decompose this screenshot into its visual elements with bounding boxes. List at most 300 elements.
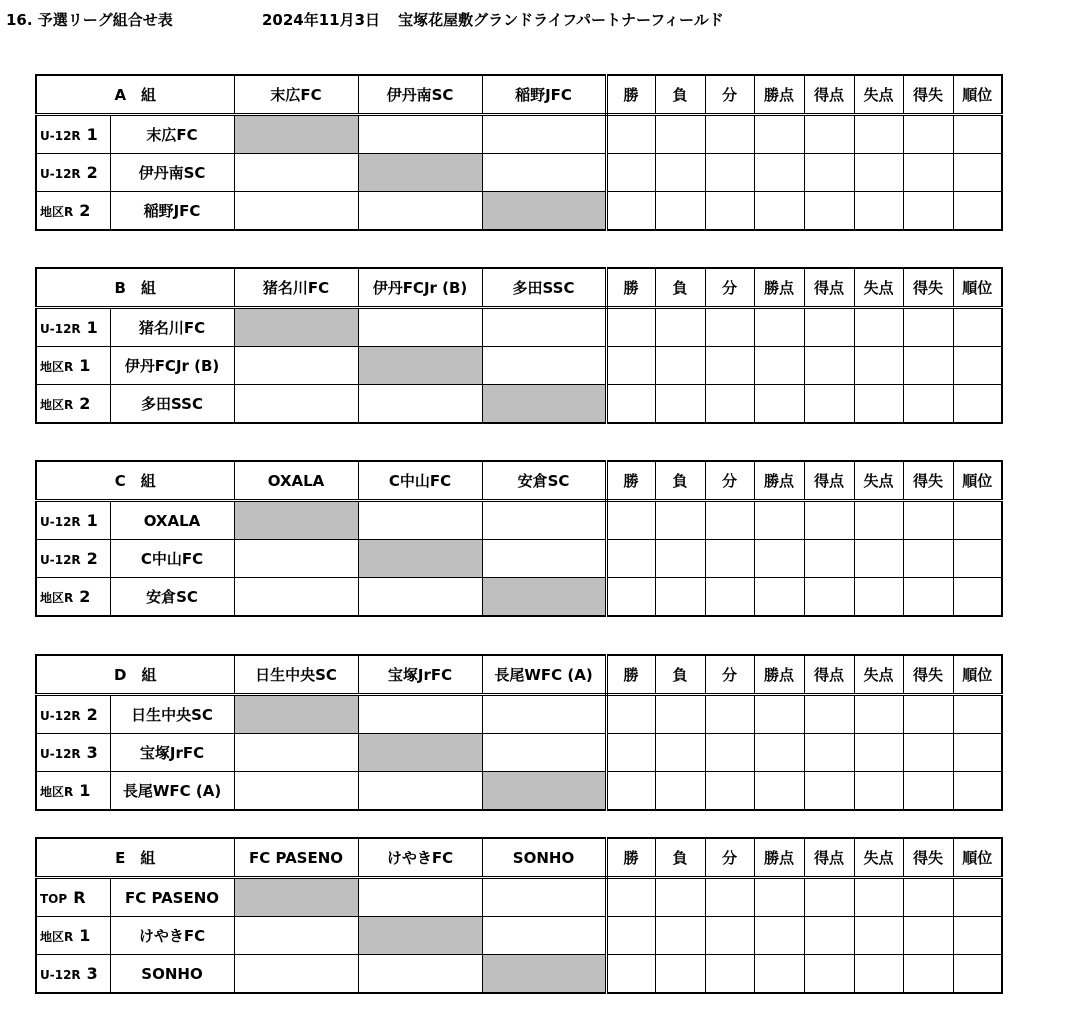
stat-header: 分: [705, 655, 754, 695]
stat-cell: [854, 385, 903, 424]
stat-cell: [705, 878, 754, 917]
stat-header: 得点: [804, 838, 854, 878]
stat-cell: [903, 772, 953, 811]
match-result-cell: [482, 878, 606, 917]
stat-cell: [705, 501, 754, 540]
rank-category: 地区R: [40, 398, 74, 412]
group-table: [35, 654, 1003, 811]
stat-cell: [903, 695, 953, 734]
match-result-cell: [358, 955, 482, 994]
stat-cell: [903, 115, 953, 154]
stat-cell: [754, 115, 804, 154]
match-result-cell: [358, 772, 482, 811]
match-result-cell: [234, 734, 358, 772]
stat-cell: [754, 308, 804, 347]
stat-cell: [903, 385, 953, 424]
rank-number: 2: [86, 163, 98, 182]
stat-header: 得失: [903, 461, 953, 501]
stat-cell: [854, 578, 903, 617]
team-row: [36, 308, 1002, 347]
stat-header: 勝: [606, 268, 655, 308]
match-result-cell: [234, 192, 358, 231]
rank-category: U-12R: [40, 747, 81, 761]
match-result-cell: [358, 308, 482, 347]
stat-header: 負: [655, 461, 705, 501]
team-rank: [36, 115, 110, 154]
stat-header: 勝: [606, 655, 655, 695]
stat-cell: [953, 917, 1002, 955]
stat-cell: [854, 308, 903, 347]
match-result-cell: [482, 734, 606, 772]
stat-cell: [854, 734, 903, 772]
stat-cell: [705, 308, 754, 347]
match-result-cell: [358, 878, 482, 917]
team-rank: [36, 192, 110, 231]
self-match-cell: [358, 917, 482, 955]
match-result-cell: [234, 347, 358, 385]
stat-header: 失点: [854, 655, 903, 695]
stat-header: 得失: [903, 655, 953, 695]
match-result-cell: [358, 578, 482, 617]
stat-cell: [754, 192, 804, 231]
stat-cell: [655, 308, 705, 347]
stat-cell: [705, 578, 754, 617]
stat-cell: [655, 917, 705, 955]
stat-header: 得失: [903, 268, 953, 308]
group-header-row: [36, 655, 1002, 695]
match-result-cell: [358, 115, 482, 154]
stat-cell: [953, 878, 1002, 917]
team-name: 伊丹FCJr (B): [110, 347, 234, 385]
stat-cell: [754, 878, 804, 917]
match-result-cell: [482, 154, 606, 192]
self-match-cell: [234, 695, 358, 734]
stat-cell: [606, 578, 655, 617]
match-result-cell: [358, 501, 482, 540]
stat-cell: [705, 734, 754, 772]
opponent-header: 猪名川FC: [234, 268, 358, 308]
stat-cell: [804, 772, 854, 811]
stat-cell: [705, 154, 754, 192]
stat-cell: [655, 347, 705, 385]
stat-cell: [903, 540, 953, 578]
stat-cell: [804, 695, 854, 734]
stat-cell: [606, 734, 655, 772]
team-name: 猪名川FC: [110, 308, 234, 347]
opponent-header: 末広FC: [234, 75, 358, 115]
stat-header: 負: [655, 838, 705, 878]
stat-cell: [606, 540, 655, 578]
self-match-cell: [482, 192, 606, 231]
match-result-cell: [482, 347, 606, 385]
rank-category: U-12R: [40, 322, 81, 336]
rank-category: 地区R: [40, 360, 74, 374]
team-rank: [36, 734, 110, 772]
rank-category: 地区R: [40, 591, 74, 605]
team-row: [36, 115, 1002, 154]
self-match-cell: [234, 878, 358, 917]
rank-number: 1: [79, 781, 91, 800]
rank-category: 地区R: [40, 785, 74, 799]
stat-cell: [953, 115, 1002, 154]
stat-cell: [754, 578, 804, 617]
self-match-cell: [482, 385, 606, 424]
stat-cell: [804, 917, 854, 955]
stat-cell: [804, 501, 854, 540]
opponent-header: OXALA: [234, 461, 358, 501]
opponent-header: 伊丹FCJr (B): [358, 268, 482, 308]
team-name: OXALA: [110, 501, 234, 540]
stat-cell: [705, 385, 754, 424]
stat-cell: [953, 955, 1002, 994]
stat-cell: [705, 347, 754, 385]
stat-header: 順位: [953, 268, 1002, 308]
match-result-cell: [358, 695, 482, 734]
stat-cell: [705, 192, 754, 231]
opponent-header: 日生中央SC: [234, 655, 358, 695]
rank-category: U-12R: [40, 129, 81, 143]
stat-cell: [804, 308, 854, 347]
self-match-cell: [358, 540, 482, 578]
rank-number: 1: [79, 926, 91, 945]
stat-cell: [804, 347, 854, 385]
team-name: FC PASENO: [110, 878, 234, 917]
rank-category: U-12R: [40, 709, 81, 723]
stat-cell: [953, 192, 1002, 231]
stat-cell: [655, 540, 705, 578]
opponent-header: 多田SSC: [482, 268, 606, 308]
stat-cell: [903, 154, 953, 192]
stat-cell: [854, 878, 903, 917]
stat-header: 分: [705, 461, 754, 501]
match-result-cell: [482, 695, 606, 734]
stat-cell: [903, 192, 953, 231]
team-row: [36, 917, 1002, 955]
team-name: C中山FC: [110, 540, 234, 578]
match-result-cell: [358, 385, 482, 424]
stat-cell: [903, 501, 953, 540]
stat-cell: [754, 772, 804, 811]
stat-cell: [903, 347, 953, 385]
stat-cell: [854, 192, 903, 231]
stat-cell: [754, 347, 804, 385]
stat-cell: [804, 878, 854, 917]
stat-header: 負: [655, 268, 705, 308]
team-row: [36, 955, 1002, 994]
self-match-cell: [234, 501, 358, 540]
team-rank: [36, 385, 110, 424]
stat-header: 負: [655, 75, 705, 115]
team-name: SONHO: [110, 955, 234, 994]
team-row: [36, 501, 1002, 540]
group-header-row: [36, 268, 1002, 308]
rank-category: 地区R: [40, 930, 74, 944]
stat-cell: [953, 695, 1002, 734]
team-rank: [36, 540, 110, 578]
stat-header: 順位: [953, 461, 1002, 501]
stat-header: 失点: [854, 461, 903, 501]
team-name: 長尾WFC (A): [110, 772, 234, 811]
team-rank: [36, 578, 110, 617]
stat-cell: [953, 578, 1002, 617]
stat-header: 勝点: [754, 655, 804, 695]
rank-category: U-12R: [40, 968, 81, 982]
stat-header: 順位: [953, 75, 1002, 115]
stat-cell: [953, 308, 1002, 347]
self-match-cell: [482, 772, 606, 811]
self-match-cell: [234, 115, 358, 154]
stat-cell: [606, 955, 655, 994]
group-label: E 組: [36, 838, 234, 878]
rank-number: 2: [79, 201, 91, 220]
stat-header: 得点: [804, 268, 854, 308]
team-rank: [36, 308, 110, 347]
group-header-row: [36, 75, 1002, 115]
match-result-cell: [482, 501, 606, 540]
rank-category: U-12R: [40, 553, 81, 567]
stat-header: 失点: [854, 268, 903, 308]
stat-cell: [804, 385, 854, 424]
rank-category: U-12R: [40, 167, 81, 181]
match-result-cell: [482, 308, 606, 347]
stat-cell: [854, 955, 903, 994]
match-result-cell: [482, 115, 606, 154]
opponent-header: 安倉SC: [482, 461, 606, 501]
group-header-row: [36, 461, 1002, 501]
team-name: 稲野JFC: [110, 192, 234, 231]
stat-cell: [655, 772, 705, 811]
opponent-header: 宝塚JrFC: [358, 655, 482, 695]
opponent-header: 伊丹南SC: [358, 75, 482, 115]
rank-number: 2: [86, 549, 98, 568]
stat-header: 順位: [953, 838, 1002, 878]
stat-cell: [804, 578, 854, 617]
opponent-header: 長尾WFC (A): [482, 655, 606, 695]
rank-category: U-12R: [40, 515, 81, 529]
match-result-cell: [234, 385, 358, 424]
match-result-cell: [234, 578, 358, 617]
stat-cell: [953, 772, 1002, 811]
stat-header: 順位: [953, 655, 1002, 695]
team-rank: [36, 878, 110, 917]
match-result-cell: [234, 154, 358, 192]
stat-cell: [606, 115, 655, 154]
match-result-cell: [234, 917, 358, 955]
rank-number: 2: [79, 394, 91, 413]
stat-cell: [754, 385, 804, 424]
stat-cell: [953, 154, 1002, 192]
stat-cell: [903, 917, 953, 955]
match-result-cell: [358, 192, 482, 231]
stat-cell: [754, 917, 804, 955]
team-row: [36, 192, 1002, 231]
team-rank: [36, 955, 110, 994]
stat-cell: [606, 308, 655, 347]
stat-cell: [804, 955, 854, 994]
stat-cell: [854, 115, 903, 154]
rank-number: 1: [86, 125, 98, 144]
stat-cell: [655, 878, 705, 917]
rank-number: 3: [86, 964, 98, 983]
opponent-header: C中山FC: [358, 461, 482, 501]
self-match-cell: [234, 308, 358, 347]
stat-cell: [854, 154, 903, 192]
stat-cell: [953, 385, 1002, 424]
group-label: C 組: [36, 461, 234, 501]
group-label: B 組: [36, 268, 234, 308]
stat-header: 失点: [854, 838, 903, 878]
stat-cell: [606, 878, 655, 917]
stat-cell: [655, 578, 705, 617]
stat-cell: [754, 734, 804, 772]
self-match-cell: [358, 734, 482, 772]
stat-header: 失点: [854, 75, 903, 115]
stat-header: 分: [705, 268, 754, 308]
stat-cell: [903, 578, 953, 617]
team-row: [36, 878, 1002, 917]
team-row: [36, 734, 1002, 772]
stat-header: 得点: [804, 75, 854, 115]
stat-cell: [953, 734, 1002, 772]
stat-cell: [655, 154, 705, 192]
stat-cell: [804, 734, 854, 772]
match-result-cell: [234, 540, 358, 578]
opponent-header: 稲野JFC: [482, 75, 606, 115]
stat-cell: [953, 501, 1002, 540]
stat-header: 負: [655, 655, 705, 695]
match-result-cell: [482, 540, 606, 578]
stat-cell: [606, 192, 655, 231]
stat-cell: [903, 955, 953, 994]
rank-number: 1: [86, 318, 98, 337]
rank-number: 1: [86, 511, 98, 530]
page-header: [6, 8, 724, 30]
stat-cell: [754, 695, 804, 734]
team-row: [36, 695, 1002, 734]
team-rank: [36, 154, 110, 192]
group-table: [35, 74, 1003, 231]
stat-header: 勝点: [754, 461, 804, 501]
stat-cell: [854, 501, 903, 540]
stat-cell: [606, 695, 655, 734]
stat-cell: [655, 734, 705, 772]
stat-cell: [655, 955, 705, 994]
stat-cell: [705, 115, 754, 154]
self-match-cell: [482, 955, 606, 994]
stat-cell: [606, 347, 655, 385]
match-result-cell: [234, 955, 358, 994]
stat-cell: [705, 540, 754, 578]
stat-header: 分: [705, 75, 754, 115]
rank-number: 2: [86, 705, 98, 724]
stat-cell: [804, 192, 854, 231]
match-result-cell: [482, 917, 606, 955]
stat-header: 分: [705, 838, 754, 878]
opponent-header: けやきFC: [358, 838, 482, 878]
self-match-cell: [358, 154, 482, 192]
group-table: [35, 460, 1003, 617]
rank-number: 2: [79, 587, 91, 606]
stat-cell: [754, 154, 804, 192]
stat-cell: [804, 154, 854, 192]
opponent-header: SONHO: [482, 838, 606, 878]
stat-cell: [903, 734, 953, 772]
team-row: [36, 154, 1002, 192]
team-name: 宝塚JrFC: [110, 734, 234, 772]
team-row: [36, 385, 1002, 424]
stat-cell: [655, 115, 705, 154]
stat-header: 得失: [903, 838, 953, 878]
stat-cell: [804, 115, 854, 154]
stat-cell: [655, 695, 705, 734]
match-result-cell: [234, 772, 358, 811]
stat-header: 勝: [606, 461, 655, 501]
rank-category: 地区R: [40, 205, 74, 219]
team-rank: [36, 347, 110, 385]
stat-cell: [705, 695, 754, 734]
stat-cell: [655, 501, 705, 540]
team-rank: [36, 917, 110, 955]
stat-cell: [754, 540, 804, 578]
team-row: [36, 772, 1002, 811]
stat-header: 勝点: [754, 75, 804, 115]
event-venue: 宝塚花屋敷グランドライフパートナーフィールド: [398, 10, 724, 29]
stat-cell: [854, 540, 903, 578]
stat-header: 勝点: [754, 838, 804, 878]
group-table: [35, 267, 1003, 424]
team-rank: [36, 501, 110, 540]
stat-cell: [754, 501, 804, 540]
stat-cell: [606, 501, 655, 540]
stat-cell: [804, 540, 854, 578]
team-name: けやきFC: [110, 917, 234, 955]
stat-cell: [854, 695, 903, 734]
self-match-cell: [358, 347, 482, 385]
group-table: [35, 837, 1003, 994]
rank-number: 1: [79, 356, 91, 375]
stat-cell: [606, 917, 655, 955]
stat-cell: [705, 772, 754, 811]
stat-cell: [655, 192, 705, 231]
stat-cell: [903, 878, 953, 917]
stat-header: 得失: [903, 75, 953, 115]
team-row: [36, 578, 1002, 617]
team-name: 多田SSC: [110, 385, 234, 424]
team-row: [36, 347, 1002, 385]
stat-cell: [606, 772, 655, 811]
team-rank: [36, 695, 110, 734]
page-title: 16. 予選リーグ組合せ表: [6, 10, 173, 29]
stat-cell: [903, 308, 953, 347]
team-name: 日生中央SC: [110, 695, 234, 734]
stat-header: 勝: [606, 838, 655, 878]
rank-category: TOP: [40, 892, 68, 906]
group-label: A 組: [36, 75, 234, 115]
stat-cell: [754, 955, 804, 994]
stat-header: 勝: [606, 75, 655, 115]
event-date: 2024年11月3日: [262, 10, 381, 29]
rank-number: R: [73, 888, 86, 907]
stat-cell: [854, 772, 903, 811]
team-row: [36, 540, 1002, 578]
stat-header: 得点: [804, 655, 854, 695]
stat-header: 勝点: [754, 268, 804, 308]
team-name: 安倉SC: [110, 578, 234, 617]
team-name: 伊丹南SC: [110, 154, 234, 192]
stat-header: 得点: [804, 461, 854, 501]
rank-number: 3: [86, 743, 98, 762]
stat-cell: [854, 917, 903, 955]
